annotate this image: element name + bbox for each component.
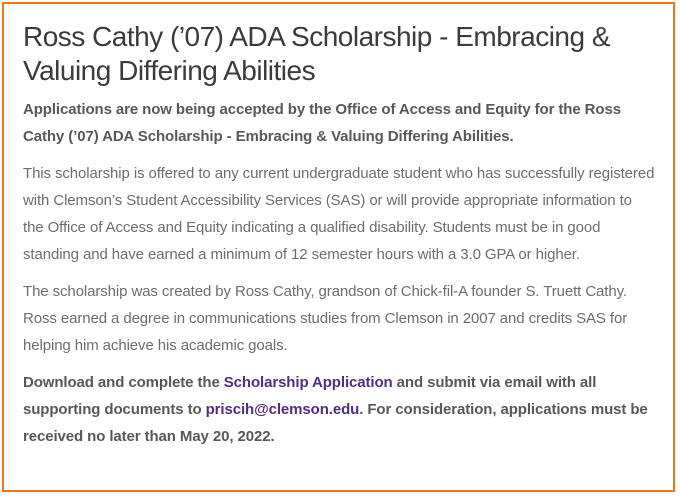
apply-text-part1: Download and complete the [23,374,224,391]
scholarship-application-link[interactable]: Scholarship Application [223,374,393,391]
history-paragraph: The scholarship was created by Ross Cathy, grandson of Chick-fil-A founder S. Truett Cathy. Ross earned a degree in communications studies from Clemson in 2007 and credits SAS for helping him achieve his academic goals. [23,283,628,354]
page-title [23,20,655,88]
scholarship-content-panel [2,2,675,492]
apply-paragraph [23,369,655,450]
apply-text-part2: and submit via email with all supporting documents to [23,374,597,418]
page-title-line1: Ross Cathy (’07) ADA Scholarship - Embracing & [23,21,611,52]
intro-paragraph: Applications are now being accepted by the Office of Access and Equity for the Ross Cathy (’07) ADA Scholarship - Embracing & Valuing Differing Abilities. [23,101,621,145]
eligibility-paragraph: This scholarship is offered to any current undergraduate student who has successfully registered with Clemson’s Student Accessibility Services (SAS) or will provide appropriate information to the Office of Access and Equity indicating a qualified disability. Students must be in good standing and have earned a minimum of 12 semester hours with a 3.0 GPA or higher. [23,165,655,263]
apply-text-part3: . For consideration, applications must be received no later than May 20, 2022. [23,401,648,445]
email-link[interactable]: priscih@clemson.edu [205,401,360,418]
page-title-line2: Valuing Differing Abilities [23,55,316,86]
